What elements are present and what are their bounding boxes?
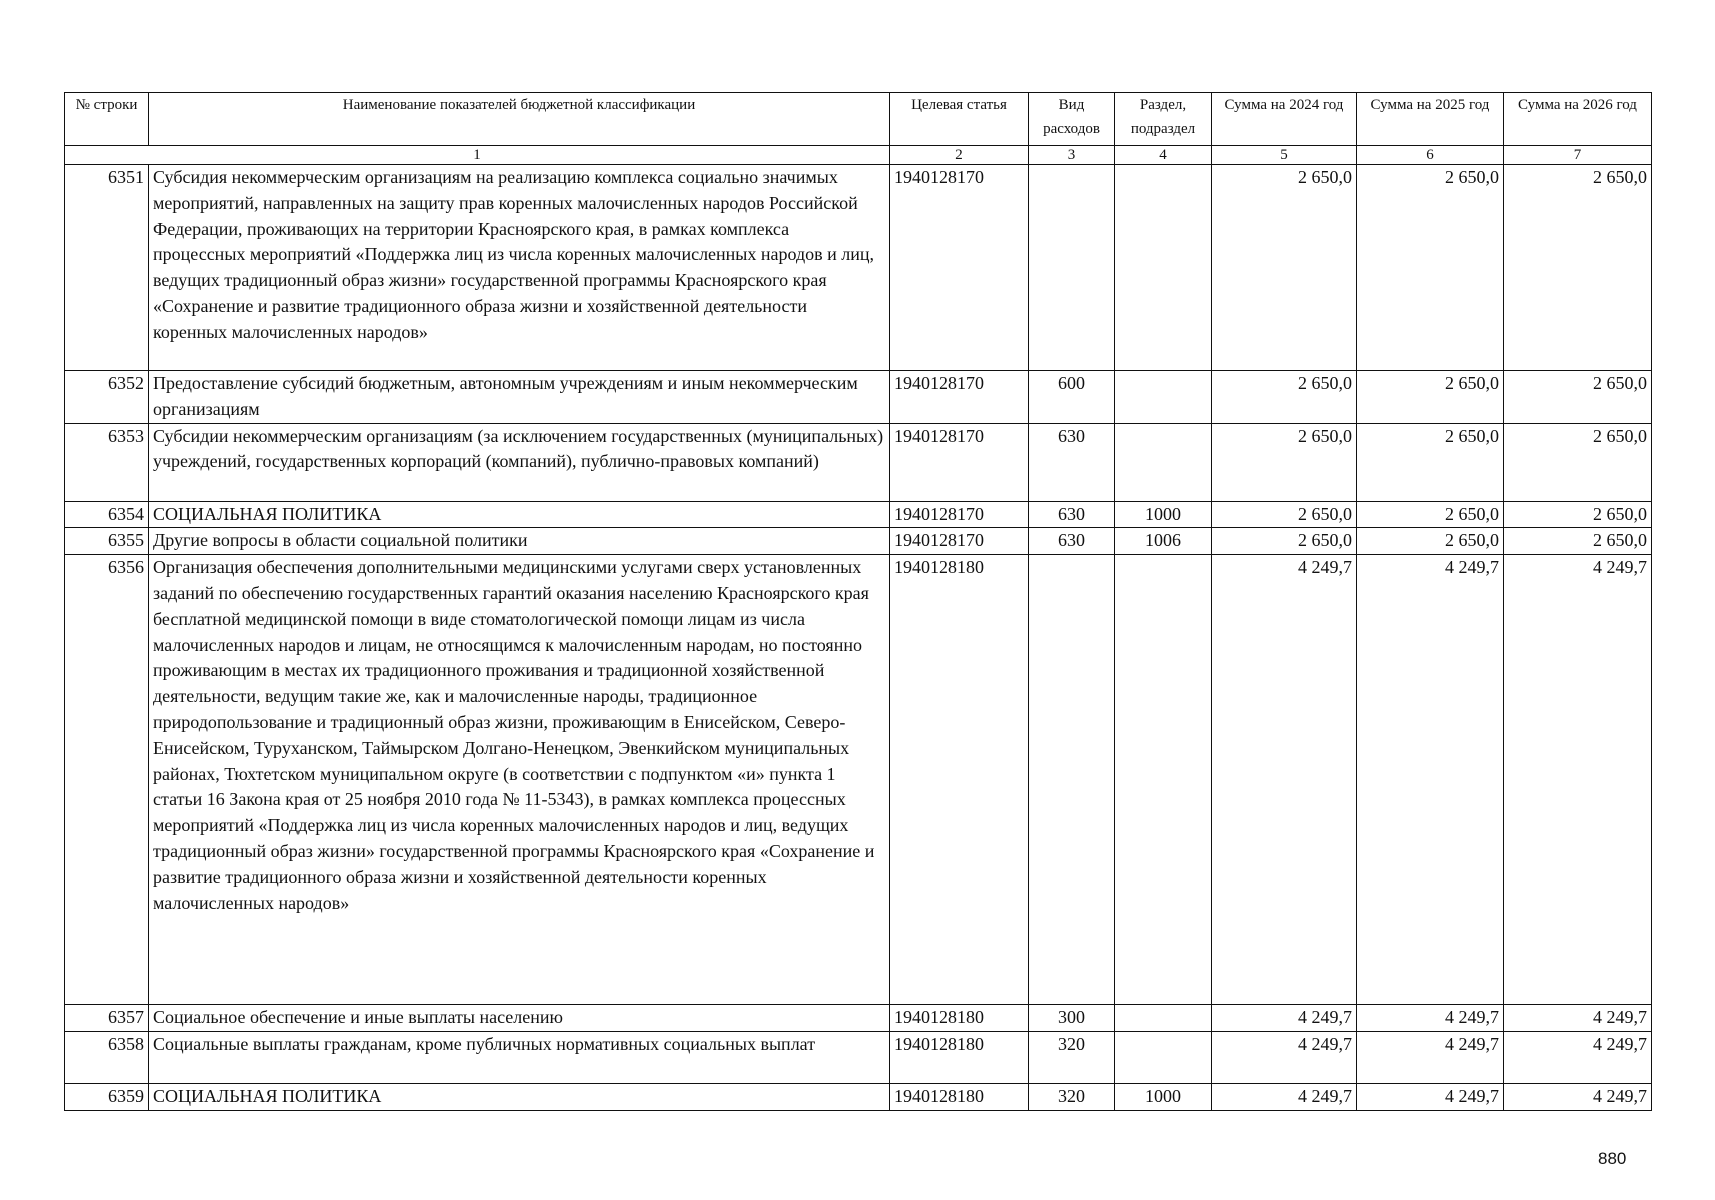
header-row xyxy=(65,93,1652,146)
row-expense-type: 300 xyxy=(1029,1005,1115,1032)
column-number-2: 2 xyxy=(890,146,1029,165)
table-row xyxy=(65,1031,1652,1083)
row-expense-type xyxy=(1029,555,1115,1005)
table-row xyxy=(65,528,1652,555)
row-name: Другие вопросы в области социальной политики xyxy=(149,528,890,555)
header-target-article: Целевая статья xyxy=(890,93,1029,146)
row-sum-2025: 2 650,0 xyxy=(1357,165,1504,371)
table-row xyxy=(65,1005,1652,1032)
row-number: 6351 xyxy=(65,165,149,371)
row-sum-2025: 2 650,0 xyxy=(1357,501,1504,528)
row-target-article: 1940128180 xyxy=(890,1031,1029,1083)
row-sum-2026: 2 650,0 xyxy=(1504,528,1652,555)
row-name: СОЦИАЛЬНАЯ ПОЛИТИКА xyxy=(149,1083,890,1110)
row-sum-2024: 4 249,7 xyxy=(1212,1031,1357,1083)
row-sum-2026: 4 249,7 xyxy=(1504,1005,1652,1032)
row-expense-type: 320 xyxy=(1029,1031,1115,1083)
column-number-7: 7 xyxy=(1504,146,1652,165)
row-sum-2025: 2 650,0 xyxy=(1357,423,1504,501)
row-sum-2024: 4 249,7 xyxy=(1212,1083,1357,1110)
row-section xyxy=(1115,555,1212,1005)
header-row-no: № строки xyxy=(65,93,149,146)
row-target-article: 1940128170 xyxy=(890,165,1029,371)
row-target-article: 1940128180 xyxy=(890,555,1029,1005)
header-expense-type: Вид расходов xyxy=(1029,93,1115,146)
row-name: Социальное обеспечение и иные выплаты населению xyxy=(149,1005,890,1032)
row-sum-2025: 4 249,7 xyxy=(1357,555,1504,1005)
row-sum-2026: 2 650,0 xyxy=(1504,371,1652,424)
row-name: Социальные выплаты гражданам, кроме публичных нормативных социальных выплат xyxy=(149,1031,890,1083)
row-sum-2024: 2 650,0 xyxy=(1212,371,1357,424)
row-expense-type: 630 xyxy=(1029,423,1115,501)
row-section xyxy=(1115,1031,1212,1083)
table-row xyxy=(65,555,1652,1005)
row-name: СОЦИАЛЬНАЯ ПОЛИТИКА xyxy=(149,501,890,528)
row-sum-2026: 2 650,0 xyxy=(1504,165,1652,371)
row-section: 1000 xyxy=(1115,501,1212,528)
row-target-article: 1940128180 xyxy=(890,1083,1029,1110)
table-row xyxy=(65,1083,1652,1110)
row-name: Субсидии некоммерческим организациям (за исключением государственных (муниципальных) учреждений, государственных корпораций (компаний), публично-правовых компаний) xyxy=(149,423,890,501)
row-sum-2026: 4 249,7 xyxy=(1504,1031,1652,1083)
page-number: 880 xyxy=(1598,1149,1627,1168)
column-number-row xyxy=(65,146,1652,165)
row-section xyxy=(1115,1005,1212,1032)
row-name: Предоставление субсидий бюджетным, автономным учреждениям и иным некоммерческим организациям xyxy=(149,371,890,424)
table-row xyxy=(65,501,1652,528)
row-number: 6359 xyxy=(65,1083,149,1110)
row-sum-2026: 2 650,0 xyxy=(1504,423,1652,501)
table-row xyxy=(65,371,1652,424)
table-row xyxy=(65,165,1652,371)
row-number: 6354 xyxy=(65,501,149,528)
row-sum-2025: 2 650,0 xyxy=(1357,528,1504,555)
row-section xyxy=(1115,165,1212,371)
row-section: 1000 xyxy=(1115,1083,1212,1110)
row-sum-2025: 4 249,7 xyxy=(1357,1005,1504,1032)
row-section xyxy=(1115,371,1212,424)
row-expense-type xyxy=(1029,165,1115,371)
row-sum-2026: 4 249,7 xyxy=(1504,1083,1652,1110)
row-number: 6358 xyxy=(65,1031,149,1083)
row-sum-2024: 2 650,0 xyxy=(1212,165,1357,371)
row-target-article: 1940128170 xyxy=(890,528,1029,555)
row-sum-2024: 2 650,0 xyxy=(1212,501,1357,528)
column-number-4: 4 xyxy=(1115,146,1212,165)
header-section: Раздел, подраздел xyxy=(1115,93,1212,146)
row-sum-2024: 2 650,0 xyxy=(1212,528,1357,555)
row-number: 6353 xyxy=(65,423,149,501)
row-sum-2024: 4 249,7 xyxy=(1212,1005,1357,1032)
row-expense-type: 630 xyxy=(1029,501,1115,528)
row-expense-type: 600 xyxy=(1029,371,1115,424)
row-name: Субсидия некоммерческим организациям на реализацию комплекса социально значимых мероприятий, направленных на защиту прав коренных малочисленных народов Российской Федерации, проживающих на территории Красноярского края, в рамках комплекса процессных мероприятий «Поддержка лиц из числа коренных малочисленных народов и лиц, ведущих традиционный образ жизни» государственной программы Красноярского края «Сохранение и развитие традиционного образа жизни и хозяйственной деятельности коренных малочисленных народов» xyxy=(149,165,890,371)
column-number-3: 3 xyxy=(1029,146,1115,165)
row-expense-type: 320 xyxy=(1029,1083,1115,1110)
header-sum-2026: Сумма на 2026 год xyxy=(1504,93,1652,146)
header-name: Наименование показателей бюджетной классификации xyxy=(149,93,890,146)
row-sum-2024: 4 249,7 xyxy=(1212,555,1357,1005)
budget-table xyxy=(64,92,1652,1111)
row-number: 6355 xyxy=(65,528,149,555)
row-number: 6356 xyxy=(65,555,149,1005)
row-number: 6357 xyxy=(65,1005,149,1032)
column-number-6: 6 xyxy=(1357,146,1504,165)
row-sum-2025: 4 249,7 xyxy=(1357,1031,1504,1083)
row-target-article: 1940128180 xyxy=(890,1005,1029,1032)
row-target-article: 1940128170 xyxy=(890,423,1029,501)
row-sum-2024: 2 650,0 xyxy=(1212,423,1357,501)
row-sum-2025: 4 249,7 xyxy=(1357,1083,1504,1110)
row-name: Организация обеспечения дополнительными медицинскими услугами сверх установленных заданий по обеспечению государственных гарантий оказания населению Красноярского края бесплатной медицинской помощи в виде стоматологической помощи лицам из числа малочисленных народов и лицам, не относящимся к малочисленным народам, но постоянно проживающим в местах их традиционного проживания и традиционной хозяйственной деятельности, ведущим такие же, как и малочисленные народы, традиционное природопользование и традиционный образ жизни, проживающим в Енисейском, Северо-Енисейском, Туруханском, Таймырском Долгано-Ненецком, Эвенкийском муниципальных районах, Тюхтетском муниципальном округе (в соответствии с подпунктом «и» пункта 1 статьи 16 Закона края от 25 ноября 2010 года № 11-5343), в рамках комплекса процессных мероприятий «Поддержка лиц из числа коренных малочисленных народов и лиц, ведущих традиционный образ жизни» государственной программы Красноярского края «Сохранение и развитие традиционного образа жизни и хозяйственной деятельности коренных малочисленных народов» xyxy=(149,555,890,1005)
row-sum-2025: 2 650,0 xyxy=(1357,371,1504,424)
row-section: 1006 xyxy=(1115,528,1212,555)
row-expense-type: 630 xyxy=(1029,528,1115,555)
header-sum-2024: Сумма на 2024 год xyxy=(1212,93,1357,146)
header-sum-2025: Сумма на 2025 год xyxy=(1357,93,1504,146)
row-target-article: 1940128170 xyxy=(890,501,1029,528)
row-sum-2026: 4 249,7 xyxy=(1504,555,1652,1005)
row-target-article: 1940128170 xyxy=(890,371,1029,424)
column-number-1: 1 xyxy=(65,146,890,165)
column-number-5: 5 xyxy=(1212,146,1357,165)
row-number: 6352 xyxy=(65,371,149,424)
row-section xyxy=(1115,423,1212,501)
table-row xyxy=(65,423,1652,501)
row-sum-2026: 2 650,0 xyxy=(1504,501,1652,528)
